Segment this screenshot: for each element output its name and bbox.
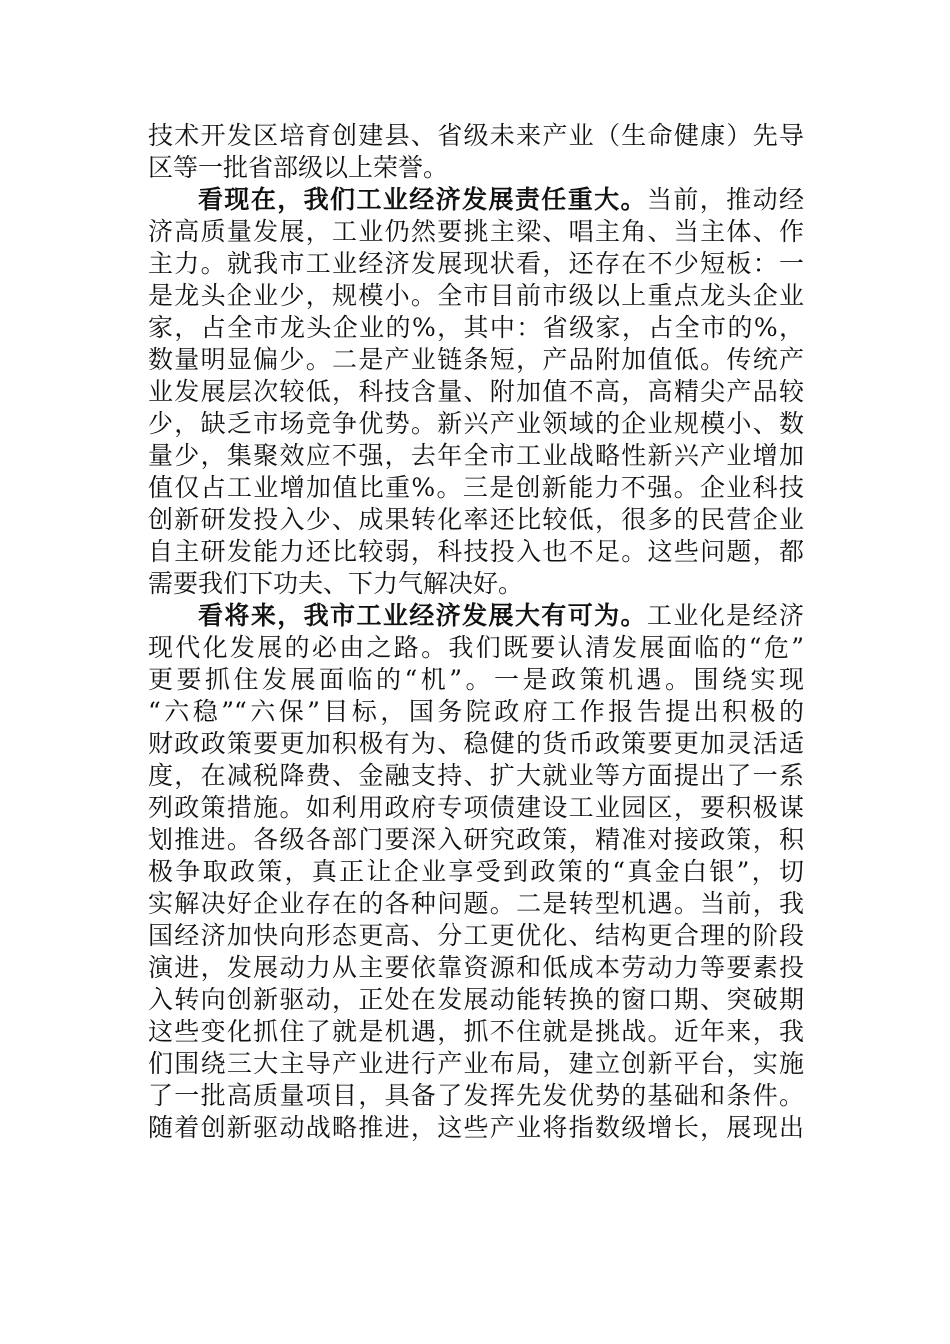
document-body	[148, 120, 804, 1144]
paragraph-2-line: 少，缺乏市场竞争优势。新兴产业领域的企业规模小、数	[148, 409, 804, 438]
paragraph-3-line: 实解决好企业存在的各种问题。二是转型机遇。当前，我	[148, 889, 804, 918]
paragraph-2-line: 创新研发投入少、成果转化率还比较低，很多的民营企业	[148, 505, 804, 534]
paragraph-3-line: 财政政策要更加积极有为、稳健的货币政策要更加灵活适	[148, 729, 804, 758]
paragraph-2-line: 业发展层次较低，科技含量、附加值不高，高精尖产品较	[148, 377, 804, 406]
paragraph-3-first-line	[148, 600, 804, 632]
paragraph-2-first-line-rest: 当前，推动经	[646, 185, 804, 214]
paragraph-2-line: 是龙头企业少，规模小。全市目前市级以上重点龙头企业	[148, 281, 804, 310]
paragraph-2-line: 家，占全市龙头企业的%，其中：省级家，占全市的%，	[148, 313, 804, 342]
paragraph-3-line: 们围绕三大主导产业进行产业布局，建立创新平台，实施	[148, 1049, 804, 1078]
paragraph-3-line: 极争取政策，真正让企业享受到政策的“真金白银”，切	[148, 857, 804, 886]
paragraph-2-line: 量少，集聚效应不强，去年全市工业战略性新兴产业增加	[148, 441, 804, 470]
paragraph-2-lead-sentence: 看现在，我们工业经济发展责任重大。	[198, 185, 647, 214]
paragraph-1-line-1: 技术开发区培育创建县、省级未来产业（生命健康）先导	[148, 121, 804, 150]
paragraph-2-line: 需要我们下功夫、下力气解决好。	[148, 569, 524, 598]
paragraph-3-line: 更要抓住发展面临的“机”。一是政策机遇。围绕实现	[148, 665, 804, 694]
paragraph-3-first-line-rest: 工业化是经济	[646, 601, 804, 630]
paragraph-3-line: 度，在减税降费、金融支持、扩大就业等方面提出了一系	[148, 761, 804, 790]
paragraph-3-line: 演进，发展动力从主要依靠资源和低成本劳动力等要素投	[148, 953, 804, 982]
paragraph-2-line: 值仅占工业增加值比重%。三是创新能力不强。企业科技	[148, 473, 804, 502]
paragraph-3-line: 随着创新驱动战略推进，这些产业将指数级增长，展现出	[148, 1113, 804, 1142]
paragraph-2-line: 主力。就我市工业经济发展现状看，还存在不少短板：一	[148, 249, 804, 278]
paragraph-3-line: 入转向创新驱动，正处在发展动能转换的窗口期、突破期	[148, 985, 804, 1014]
paragraph-3-line: “六稳”“六保”目标，国务院政府工作报告提出积极的	[148, 697, 804, 726]
paragraph-3-line: 国经济加快向形态更高、分工更优化、结构更合理的阶段	[148, 921, 804, 950]
paragraph-3-line: 了一批高质量项目，具备了发挥先发优势的基础和条件。	[148, 1081, 804, 1110]
paragraph-3-line: 划推进。各级各部门要深入研究政策，精准对接政策，积	[148, 825, 804, 854]
paragraph-3-lead-sentence: 看将来，我市工业经济发展大有可为。	[198, 601, 647, 630]
paragraph-2-line: 济高质量发展，工业仍然要挑主梁、唱主角、当主体、作	[148, 217, 804, 246]
paragraph-2-first-line	[148, 184, 804, 216]
paragraph-2-line: 自主研发能力还比较弱，科技投入也不足。这些问题，都	[148, 537, 804, 566]
paragraph-2-line: 数量明显偏少。二是产业链条短，产品附加值低。传统产	[148, 345, 804, 374]
paragraph-3-line: 现代化发展的必由之路。我们既要认清发展面临的“危”	[148, 633, 804, 662]
paragraph-3-line: 列政策措施。如利用政府专项债建设工业园区，要积极谋	[148, 793, 804, 822]
paragraph-3-line: 这些变化抓住了就是机遇，抓不住就是挑战。近年来，我	[148, 1017, 804, 1046]
paragraph-1-line-2: 区等一批省部级以上荣誉。	[148, 153, 449, 182]
